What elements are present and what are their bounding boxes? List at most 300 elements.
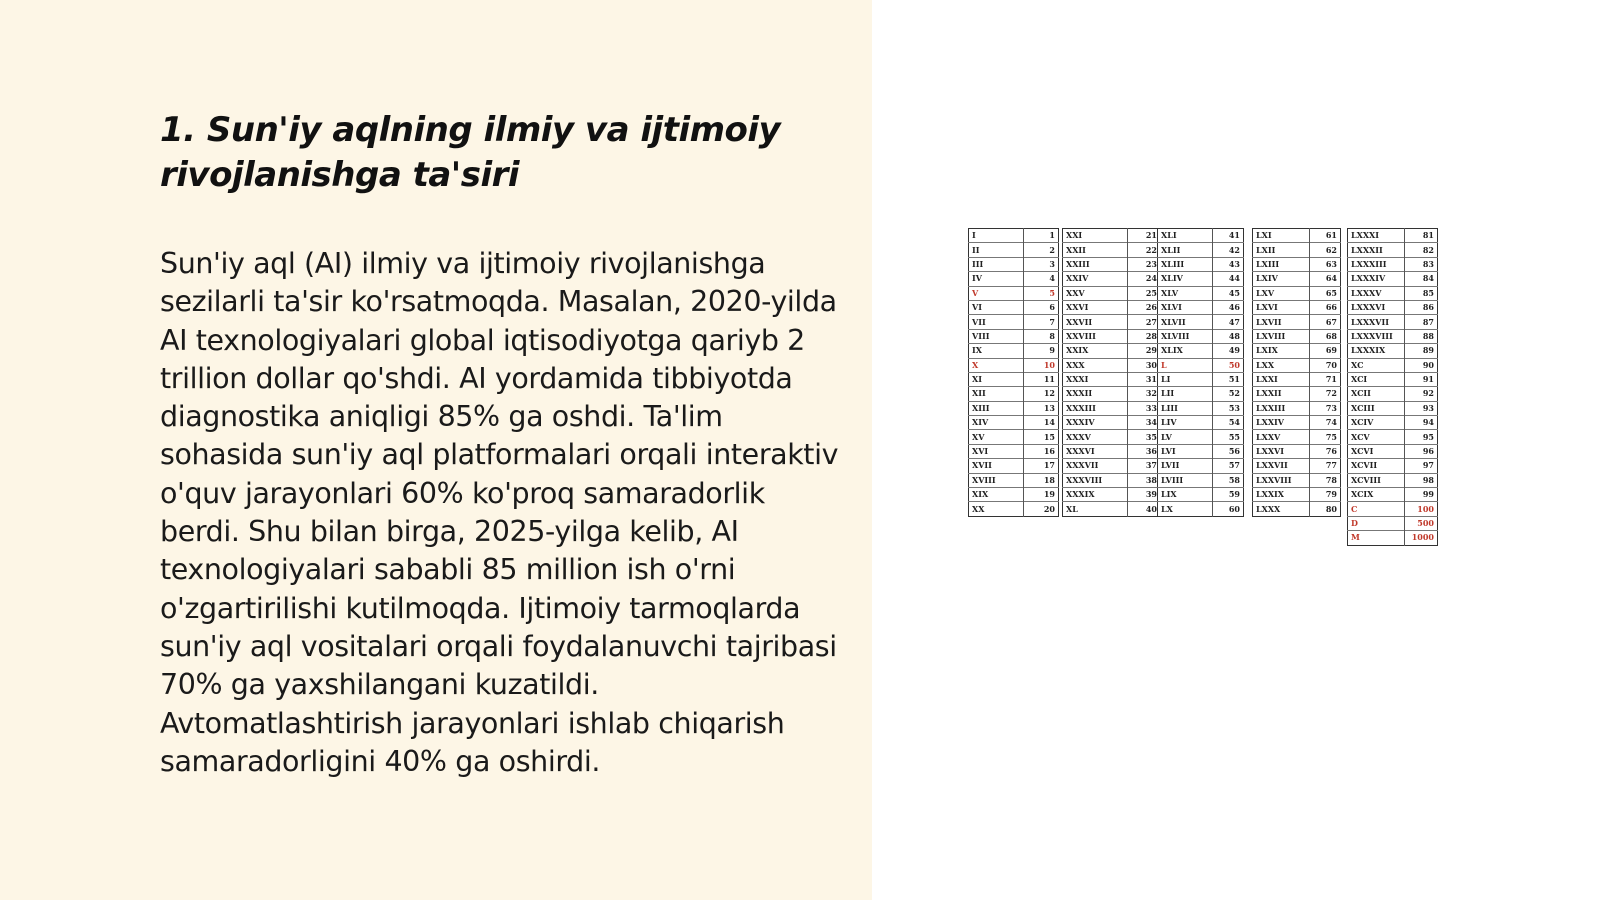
slide-body-text: Sun'iy aql (AI) ilmiy va ijtimoiy rivojlanishga sezilarli ta'sir ko'rsatmoqda. Masalan, 2020-yilda AI texnologiyalari global iqtisodiyotga qariyb 2 trillion dollar qo'shdi. AI yordamida tibbiyotda diagnostika aniqligi 85% ga oshdi. Ta'lim sohasida sun'iy aql platformalari orqali interaktiv o'quv jarayonlari 60% ko'proq samaradorlik berdi. Shu bilan birga, 2025-yilga kelib, AI texnologiyalari sababli 85 million ish o'rni o'zgartirilishi kutilmoqda. Ijtimoiy tarmoqlarda sun'iy aql vositalari orqali foydalanuvchi tajribasi 70% ga yaxshilangani kuzatildi. Avtomatlashtirish jarayonlari ishlab chiqarish samaradorligini 40% ga oshirdi.: [160, 247, 839, 778]
roman-numeral-cell: LX: [1158, 502, 1213, 516]
roman-numeral-cell: LXI: [1256, 230, 1272, 241]
roman-numeral-cell: XCIV: [1348, 416, 1405, 430]
roman-numeral-cell: XLIV: [1158, 272, 1213, 286]
table-row: [1348, 286, 1438, 300]
arabic-number-cell: 27: [1128, 315, 1161, 329]
arabic-number-cell: 30: [1128, 358, 1161, 372]
arabic-number-cell: 46: [1213, 300, 1244, 314]
roman-numeral-cell: LV: [1158, 430, 1213, 444]
table-row: [1158, 243, 1244, 257]
roman-table-column: [1062, 228, 1161, 517]
table-row: [1253, 315, 1341, 329]
roman-numeral-cell: XCVII: [1348, 459, 1405, 473]
roman-numeral-cell: XIX: [969, 488, 1024, 502]
table-row: [1063, 488, 1161, 502]
table-row: [969, 272, 1059, 286]
arabic-number-cell: 87: [1405, 315, 1438, 329]
arabic-number-cell: 58: [1213, 473, 1244, 487]
arabic-number-cell: 67: [1310, 315, 1341, 329]
arabic-number-cell: 83: [1405, 257, 1438, 271]
table-row: [969, 229, 1059, 243]
arabic-number-cell: 84: [1405, 272, 1438, 286]
table-row: [1063, 459, 1161, 473]
arabic-number-cell: 39: [1128, 488, 1161, 502]
table-row: [1348, 257, 1438, 271]
table-row: [1063, 401, 1161, 415]
roman-numeral-cell: XXV: [1063, 286, 1128, 300]
table-row: [1063, 358, 1161, 372]
roman-numeral-cell: IV: [969, 272, 1024, 286]
table-row: [1253, 372, 1341, 386]
table-row: [1158, 416, 1244, 430]
roman-numeral-cell: XLI: [1161, 230, 1177, 241]
roman-numeral-cell: XI: [969, 372, 1024, 386]
table-row: [1253, 344, 1341, 358]
roman-numeral-cell: XCVIII: [1348, 473, 1405, 487]
arabic-number-cell: 23: [1128, 257, 1161, 271]
arabic-number-cell: 22: [1128, 243, 1161, 257]
roman-numeral-cell: LXIX: [1253, 344, 1310, 358]
arabic-number-cell: 47: [1213, 315, 1244, 329]
arabic-number-cell: 57: [1213, 459, 1244, 473]
roman-numeral-cell: XXII: [1063, 243, 1128, 257]
table-row: [969, 444, 1059, 458]
table-row: [1253, 257, 1341, 271]
arabic-number-cell: 61: [1310, 229, 1341, 243]
table-row: [1348, 516, 1438, 530]
table-row: [1063, 315, 1161, 329]
arabic-number-cell: 63: [1310, 257, 1341, 271]
table-row: [1063, 372, 1161, 386]
roman-numerals-table-image: [968, 228, 1438, 548]
roman-numeral-cell: LI: [1158, 372, 1213, 386]
roman-numeral-cell: LVI: [1158, 444, 1213, 458]
roman-numeral-cell: XVIII: [969, 473, 1024, 487]
roman-numeral-cell: LXXIII: [1253, 401, 1310, 415]
arabic-number-cell: 76: [1310, 444, 1341, 458]
roman-numeral-cell: XXX: [1063, 358, 1128, 372]
arabic-number-cell: 1000: [1405, 531, 1438, 545]
roman-numeral-cell: XLVI: [1158, 300, 1213, 314]
roman-numeral-cell: LXXI: [1253, 372, 1310, 386]
table-row: [1063, 502, 1161, 516]
table-row: [969, 358, 1059, 372]
roman-numeral-cell: LXXXIX: [1348, 344, 1405, 358]
arabic-number-cell: 81: [1405, 229, 1438, 243]
arabic-number-cell: 55: [1213, 430, 1244, 444]
arabic-number-cell: 10: [1024, 358, 1059, 372]
table-row: [969, 257, 1059, 271]
roman-numeral-cell: XXXI: [1063, 372, 1128, 386]
table-row: [1253, 243, 1341, 257]
roman-numeral-cell: LXXVIII: [1253, 473, 1310, 487]
roman-numeral-cell: I: [972, 230, 976, 241]
arabic-number-cell: 78: [1310, 473, 1341, 487]
table-row: [1158, 300, 1244, 314]
arabic-number-cell: 8: [1024, 329, 1059, 343]
table-row: [1348, 430, 1438, 444]
table-row: [1158, 358, 1244, 372]
arabic-number-cell: 26: [1128, 300, 1161, 314]
arabic-number-cell: 100: [1405, 502, 1438, 516]
arabic-number-cell: 42: [1213, 243, 1244, 257]
roman-numeral-cell: LXII: [1253, 243, 1310, 257]
table-row: [1063, 300, 1161, 314]
roman-numeral-cell: XC: [1348, 358, 1405, 372]
table-row: [1348, 502, 1438, 516]
table-row: [1253, 459, 1341, 473]
table-row: [1158, 401, 1244, 415]
roman-numeral-cell: VI: [969, 300, 1024, 314]
arabic-number-cell: 5: [1024, 286, 1059, 300]
arabic-number-cell: 89: [1405, 344, 1438, 358]
arabic-number-cell: 88: [1405, 329, 1438, 343]
roman-numeral-cell: XLVIII: [1158, 329, 1213, 343]
arabic-number-cell: 17: [1024, 459, 1059, 473]
table-row: [1348, 444, 1438, 458]
table-row: [969, 300, 1059, 314]
roman-numeral-cell: LIV: [1158, 416, 1213, 430]
arabic-number-cell: 38: [1128, 473, 1161, 487]
roman-numeral-cell: LXXXVIII: [1348, 329, 1405, 343]
table-row: [969, 459, 1059, 473]
arabic-number-cell: 70: [1310, 358, 1341, 372]
arabic-number-cell: 32: [1128, 387, 1161, 401]
table-row: [1158, 488, 1244, 502]
roman-numeral-cell: LXXX: [1253, 502, 1310, 516]
roman-numeral-cell: XLV: [1158, 286, 1213, 300]
arabic-number-cell: 85: [1405, 286, 1438, 300]
table-row: [1158, 257, 1244, 271]
roman-numeral-cell: XVI: [969, 444, 1024, 458]
table-row: [1348, 372, 1438, 386]
roman-numeral-cell: LXXIX: [1253, 488, 1310, 502]
arabic-number-cell: 7: [1024, 315, 1059, 329]
table-row: [1348, 344, 1438, 358]
roman-numeral-cell: LXXV: [1253, 430, 1310, 444]
table-row: [1158, 502, 1244, 516]
roman-numeral-cell: XXXVIII: [1063, 473, 1128, 487]
roman-numeral-cell: M: [1348, 531, 1405, 545]
roman-numeral-cell: V: [969, 286, 1024, 300]
table-row: [1253, 444, 1341, 458]
roman-numeral-cell: XII: [969, 387, 1024, 401]
arabic-number-cell: 72: [1310, 387, 1341, 401]
arabic-number-cell: 9: [1024, 344, 1059, 358]
arabic-number-cell: 500: [1405, 516, 1438, 530]
table-row: [1348, 459, 1438, 473]
table-row: [1348, 473, 1438, 487]
arabic-number-cell: 21: [1128, 229, 1161, 243]
table-row: [1253, 358, 1341, 372]
table-row: [1253, 416, 1341, 430]
roman-numeral-cell: LXXVI: [1253, 444, 1310, 458]
arabic-number-cell: 37: [1128, 459, 1161, 473]
arabic-number-cell: 20: [1024, 502, 1059, 516]
table-row: [1063, 243, 1161, 257]
roman-numeral-cell: XXIII: [1063, 257, 1128, 271]
roman-numeral-cell: LXIV: [1253, 272, 1310, 286]
roman-numeral-cell: LXXII: [1253, 387, 1310, 401]
roman-numeral-cell: LXXXVI: [1348, 300, 1405, 314]
table-row: [1158, 387, 1244, 401]
table-row: [1253, 502, 1341, 516]
roman-numeral-cell: LXXXV: [1348, 286, 1405, 300]
table-row: [969, 372, 1059, 386]
roman-table-column: [1347, 228, 1438, 546]
roman-numeral-cell: LXXXIV: [1348, 272, 1405, 286]
roman-numeral-cell: LXIII: [1253, 257, 1310, 271]
arabic-number-cell: 18: [1024, 473, 1059, 487]
arabic-number-cell: 49: [1213, 344, 1244, 358]
arabic-number-cell: 96: [1405, 444, 1438, 458]
arabic-number-cell: 71: [1310, 372, 1341, 386]
roman-numeral-cell: XCII: [1348, 387, 1405, 401]
roman-numeral-cell: LXVIII: [1253, 329, 1310, 343]
table-row: [1158, 286, 1244, 300]
roman-numeral-cell: LXXVII: [1253, 459, 1310, 473]
table-row: [1158, 272, 1244, 286]
roman-numeral-cell: LVIII: [1158, 473, 1213, 487]
table-row: [969, 502, 1059, 516]
roman-numeral-cell: LXXXIII: [1348, 257, 1405, 271]
roman-numeral-cell: XX: [969, 502, 1024, 516]
table-row: [1063, 329, 1161, 343]
arabic-number-cell: 62: [1310, 243, 1341, 257]
arabic-number-cell: 16: [1024, 444, 1059, 458]
slide-title: 1. Sun'iy aqlning ilmiy va ijtimoiy rivojlanishga ta'siri: [160, 110, 781, 195]
arabic-number-cell: 82: [1405, 243, 1438, 257]
table-row: [1253, 387, 1341, 401]
arabic-number-cell: 79: [1310, 488, 1341, 502]
roman-numeral-cell: L: [1158, 358, 1213, 372]
table-row: [1063, 286, 1161, 300]
table-row: [1063, 430, 1161, 444]
roman-numeral-cell: XXXIX: [1063, 488, 1128, 502]
roman-numeral-cell: XCIX: [1348, 488, 1405, 502]
table-row: [1158, 372, 1244, 386]
roman-numeral-cell: XXXIV: [1063, 416, 1128, 430]
roman-numeral-cell: D: [1348, 516, 1405, 530]
table-row: [1063, 416, 1161, 430]
arabic-number-cell: 24: [1128, 272, 1161, 286]
roman-numeral-cell: LXXXVII: [1348, 315, 1405, 329]
table-row: [1158, 459, 1244, 473]
table-row: [1063, 272, 1161, 286]
roman-numeral-cell: XXVII: [1063, 315, 1128, 329]
arabic-number-cell: 1: [1024, 229, 1059, 243]
roman-numeral-cell: XCVI: [1348, 444, 1405, 458]
roman-table-column: [968, 228, 1059, 517]
arabic-number-cell: 69: [1310, 344, 1341, 358]
table-row: [969, 329, 1059, 343]
arabic-number-cell: 14: [1024, 416, 1059, 430]
arabic-number-cell: 40: [1128, 502, 1161, 516]
arabic-number-cell: 60: [1213, 502, 1244, 516]
roman-numeral-cell: LXVII: [1253, 315, 1310, 329]
table-row: [1348, 300, 1438, 314]
table-row: [1253, 329, 1341, 343]
arabic-number-cell: 28: [1128, 329, 1161, 343]
table-row: [1348, 387, 1438, 401]
arabic-number-cell: 43: [1213, 257, 1244, 271]
table-row: [1158, 315, 1244, 329]
table-row: [1348, 416, 1438, 430]
arabic-number-cell: 56: [1213, 444, 1244, 458]
table-row: [1348, 272, 1438, 286]
arabic-number-cell: 91: [1405, 372, 1438, 386]
roman-numeral-cell: II: [969, 243, 1024, 257]
arabic-number-cell: 45: [1213, 286, 1244, 300]
arabic-number-cell: 73: [1310, 401, 1341, 415]
table-row: [1253, 401, 1341, 415]
table-row: [1253, 430, 1341, 444]
roman-numeral-cell: III: [969, 257, 1024, 271]
arabic-number-cell: 99: [1405, 488, 1438, 502]
table-row: [969, 430, 1059, 444]
arabic-number-cell: 64: [1310, 272, 1341, 286]
roman-numeral-cell: LII: [1158, 387, 1213, 401]
roman-numeral-cell: XIV: [969, 416, 1024, 430]
table-row: [1063, 444, 1161, 458]
roman-numeral-cell: XXVIII: [1063, 329, 1128, 343]
roman-numeral-cell: XCV: [1348, 430, 1405, 444]
roman-numeral-cell: XCIII: [1348, 401, 1405, 415]
arabic-number-cell: 95: [1405, 430, 1438, 444]
arabic-number-cell: 25: [1128, 286, 1161, 300]
table-row: [969, 315, 1059, 329]
roman-table-column: [1252, 228, 1341, 517]
roman-numeral-cell: XXXVII: [1063, 459, 1128, 473]
table-row: [1158, 344, 1244, 358]
arabic-number-cell: 31: [1128, 372, 1161, 386]
arabic-number-cell: 4: [1024, 272, 1059, 286]
table-row: [1063, 387, 1161, 401]
table-row: [1348, 401, 1438, 415]
roman-numeral-cell: XVII: [969, 459, 1024, 473]
roman-numeral-cell: XXXV: [1063, 430, 1128, 444]
arabic-number-cell: 75: [1310, 430, 1341, 444]
roman-numeral-cell: VIII: [969, 329, 1024, 343]
table-row: [1253, 229, 1341, 243]
arabic-number-cell: 97: [1405, 459, 1438, 473]
roman-numeral-cell: LIX: [1158, 488, 1213, 502]
arabic-number-cell: 52: [1213, 387, 1244, 401]
table-row: [1158, 329, 1244, 343]
roman-numeral-cell: LIII: [1158, 401, 1213, 415]
roman-numeral-cell: XXXIII: [1063, 401, 1128, 415]
roman-numeral-cell: XLIX: [1158, 344, 1213, 358]
arabic-number-cell: 15: [1024, 430, 1059, 444]
roman-numeral-cell: XLII: [1158, 243, 1213, 257]
table-row: [1348, 315, 1438, 329]
roman-numeral-cell: XLIII: [1158, 257, 1213, 271]
roman-numeral-cell: XLVII: [1158, 315, 1213, 329]
arabic-number-cell: 29: [1128, 344, 1161, 358]
table-row: [969, 387, 1059, 401]
roman-numeral-cell: IX: [969, 344, 1024, 358]
arabic-number-cell: 50: [1213, 358, 1244, 372]
table-row: [1348, 329, 1438, 343]
table-row: [1348, 229, 1438, 243]
arabic-number-cell: 54: [1213, 416, 1244, 430]
table-row: [969, 401, 1059, 415]
table-row: [1348, 488, 1438, 502]
table-row: [1063, 257, 1161, 271]
table-row: [969, 473, 1059, 487]
arabic-number-cell: 74: [1310, 416, 1341, 430]
arabic-number-cell: 98: [1405, 473, 1438, 487]
arabic-number-cell: 80: [1310, 502, 1341, 516]
table-row: [969, 344, 1059, 358]
roman-numeral-cell: XXIV: [1063, 272, 1128, 286]
table-row: [1158, 473, 1244, 487]
table-row: [1158, 229, 1244, 243]
arabic-number-cell: 51: [1213, 372, 1244, 386]
arabic-number-cell: 6: [1024, 300, 1059, 314]
arabic-number-cell: 41: [1213, 229, 1244, 243]
arabic-number-cell: 68: [1310, 329, 1341, 343]
table-row: [1158, 430, 1244, 444]
roman-numeral-cell: LXXXI: [1351, 230, 1379, 241]
arabic-number-cell: 94: [1405, 416, 1438, 430]
table-row: [969, 286, 1059, 300]
arabic-number-cell: 36: [1128, 444, 1161, 458]
arabic-number-cell: 2: [1024, 243, 1059, 257]
roman-numeral-cell: XXIX: [1063, 344, 1128, 358]
arabic-number-cell: 93: [1405, 401, 1438, 415]
arabic-number-cell: 19: [1024, 488, 1059, 502]
roman-numeral-cell: LVII: [1158, 459, 1213, 473]
table-row: [1253, 488, 1341, 502]
roman-numeral-cell: XV: [969, 430, 1024, 444]
table-row: [1253, 473, 1341, 487]
arabic-number-cell: 66: [1310, 300, 1341, 314]
arabic-number-cell: 48: [1213, 329, 1244, 343]
arabic-number-cell: 44: [1213, 272, 1244, 286]
table-row: [969, 488, 1059, 502]
table-row: [1063, 473, 1161, 487]
roman-numeral-cell: XXI: [1066, 230, 1083, 241]
roman-numeral-cell: LXVI: [1253, 300, 1310, 314]
roman-numeral-cell: XXVI: [1063, 300, 1128, 314]
roman-numeral-cell: XXXVI: [1063, 444, 1128, 458]
arabic-number-cell: 35: [1128, 430, 1161, 444]
roman-numeral-cell: XL: [1063, 502, 1128, 516]
table-row: [1063, 229, 1161, 243]
arabic-number-cell: 3: [1024, 257, 1059, 271]
table-row: [1253, 272, 1341, 286]
arabic-number-cell: 92: [1405, 387, 1438, 401]
roman-numeral-cell: LXXXII: [1348, 243, 1405, 257]
arabic-number-cell: 11: [1024, 372, 1059, 386]
roman-table-column: [1157, 228, 1244, 517]
roman-numeral-cell: VII: [969, 315, 1024, 329]
roman-numeral-cell: LXV: [1253, 286, 1310, 300]
arabic-number-cell: 86: [1405, 300, 1438, 314]
table-row: [1158, 444, 1244, 458]
arabic-number-cell: 90: [1405, 358, 1438, 372]
table-row: [969, 243, 1059, 257]
arabic-number-cell: 12: [1024, 387, 1059, 401]
roman-numeral-cell: C: [1348, 502, 1405, 516]
table-row: [1348, 531, 1438, 545]
arabic-number-cell: 59: [1213, 488, 1244, 502]
roman-numeral-cell: XXXII: [1063, 387, 1128, 401]
arabic-number-cell: 65: [1310, 286, 1341, 300]
roman-numeral-cell: LXX: [1253, 358, 1310, 372]
arabic-number-cell: 34: [1128, 416, 1161, 430]
